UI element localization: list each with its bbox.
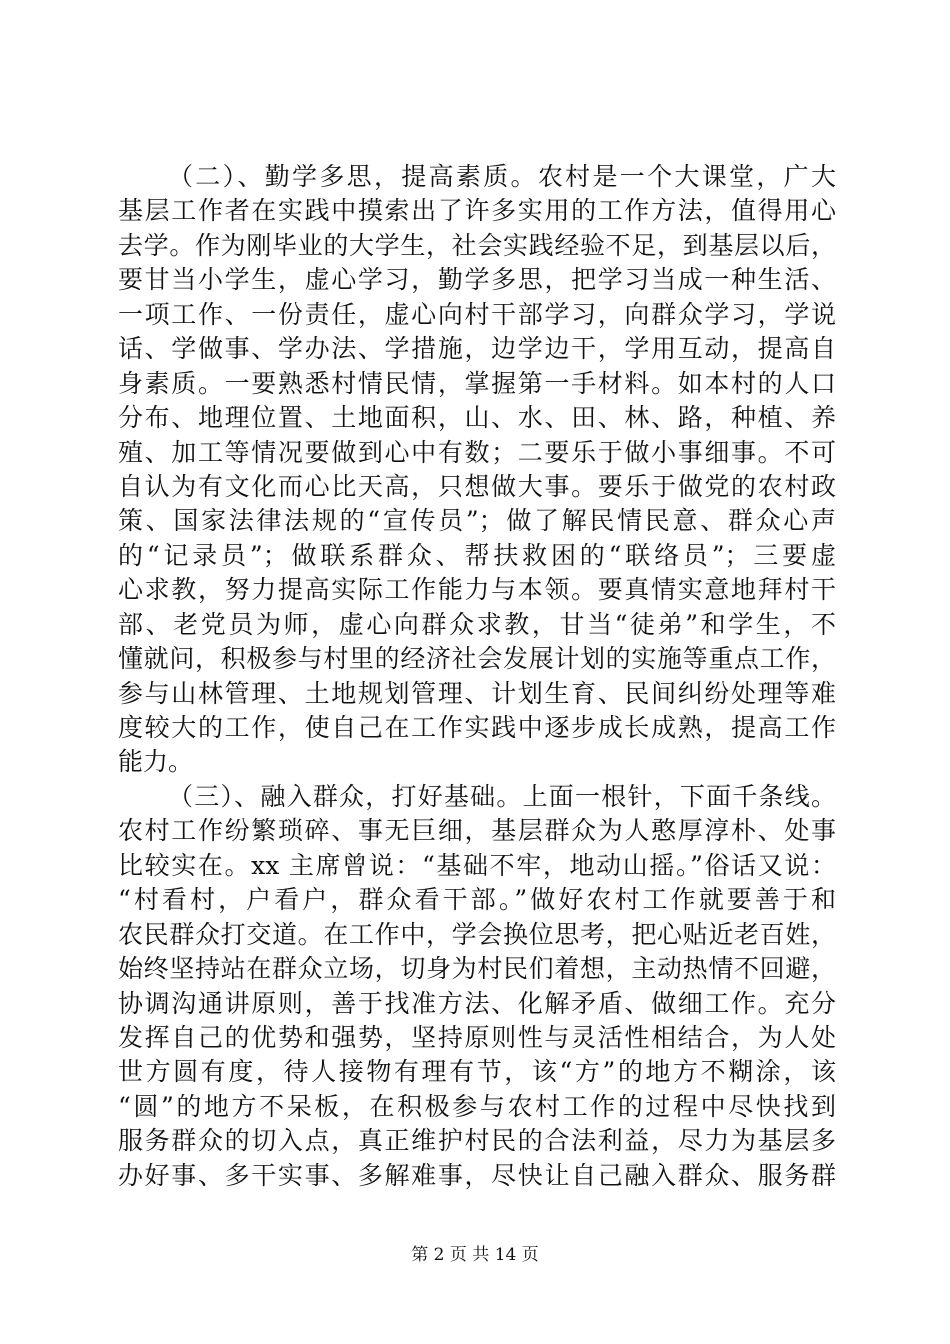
text-line: 殖、加工等情况要做到心中有数；二要乐于做小事细事。不可 — [118, 437, 836, 467]
text-line: 懂就问，积极参与村里的经济社会发展计划的实施等重点工作， — [118, 644, 836, 674]
text-line: 一项工作、一份责任，虚心向村干部学习，向群众学习，学说 — [118, 299, 836, 329]
text-line: （三）、融入群众，打好基础。上面一根针，下面千条线。 — [168, 781, 836, 811]
text-line: 发挥自己的优势和强势，坚持原则性与灵活性相结合，为人处 — [118, 1022, 836, 1052]
paragraph-3 — [118, 780, 836, 1190]
text-line: 部、老党员为师，虚心向群众求教，甘当“徒弟”和学生，不 — [118, 609, 836, 639]
text-line: 农民群众打交道。在工作中，学会换位思考，把心贴近老百姓， — [118, 919, 836, 949]
text-line: 能力。 — [118, 747, 194, 777]
text-line: 农村工作纷繁琐碎、事无巨细，基层群众为人憨厚淳朴、处事 — [118, 816, 836, 846]
text-line: 办好事、多干实事、多解难事，尽快让自己融入群众、服务群 — [118, 1160, 836, 1190]
text-line: 的“记录员”；做联系群众、帮扶救困的“联络员”；三要虚 — [118, 540, 836, 570]
text-line: “村看村，户看户，群众看干部。”做好农村工作就要善于和 — [118, 885, 836, 915]
text-line: 身素质。一要熟悉村情民情，掌握第一手材料。如本村的人口 — [118, 368, 836, 398]
page-number-footer: 第 2 页 共 14 页 — [411, 1245, 539, 1265]
text-line: 基层工作者在实践中摸索出了许多实用的工作方法，值得用心 — [118, 196, 836, 226]
text-line: 去学。作为刚毕业的大学生，社会实践经验不足，到基层以后， — [118, 230, 836, 260]
text-line: 度较大的工作，使自己在工作实践中逐步成长成熟，提高工作 — [118, 713, 836, 742]
text-line: 心求教，努力提高实际工作能力与本领。要真情实意地拜村干 — [118, 575, 836, 605]
text-line: 策、国家法律法规的“宣传员”；做了解民情民意、群众心声 — [118, 506, 836, 536]
text-line: （二）、勤学多思，提高素质。农村是一个大课堂，广大 — [168, 162, 836, 191]
text-line: 协调沟通讲原则，善于找准方法、化解矛盾、做细工作。充分 — [118, 988, 836, 1018]
text-line: 参与山林管理、土地规划管理、计划生育、民间纠纷处理等难 — [118, 678, 836, 708]
text-line: “圆”的地方不呆板，在积极参与农村工作的过程中尽快找到 — [118, 1091, 836, 1121]
text-line: 始终坚持站在群众立场，切身为村民们着想，主动热情不回避， — [118, 954, 836, 984]
document-body — [118, 160, 836, 1190]
text-line: 分布、地理位置、土地面积，山、水、田、林、路，种植、养 — [118, 403, 836, 433]
text-line: 服务群众的切入点，真正维护村民的合法利益，尽力为基层多 — [118, 1126, 836, 1156]
text-line: 比较实在。xx 主席曾说：“基础不牢，地动山摇。”俗话又说： — [118, 850, 836, 880]
text-line: 自认为有文化而心比天高，只想做大事。要乐于做党的农村政 — [118, 471, 836, 501]
text-line: 要甘当小学生，虚心学习，勤学多思，把学习当成一种生活、 — [118, 265, 836, 295]
text-line: 话、学做事、学办法、学措施，边学边干，学用互动，提高自 — [118, 334, 836, 364]
paragraph-2 — [118, 160, 836, 780]
text-line: 世方圆有度，待人接物有理有节，该“方”的地方不糊涂，该 — [118, 1057, 836, 1087]
